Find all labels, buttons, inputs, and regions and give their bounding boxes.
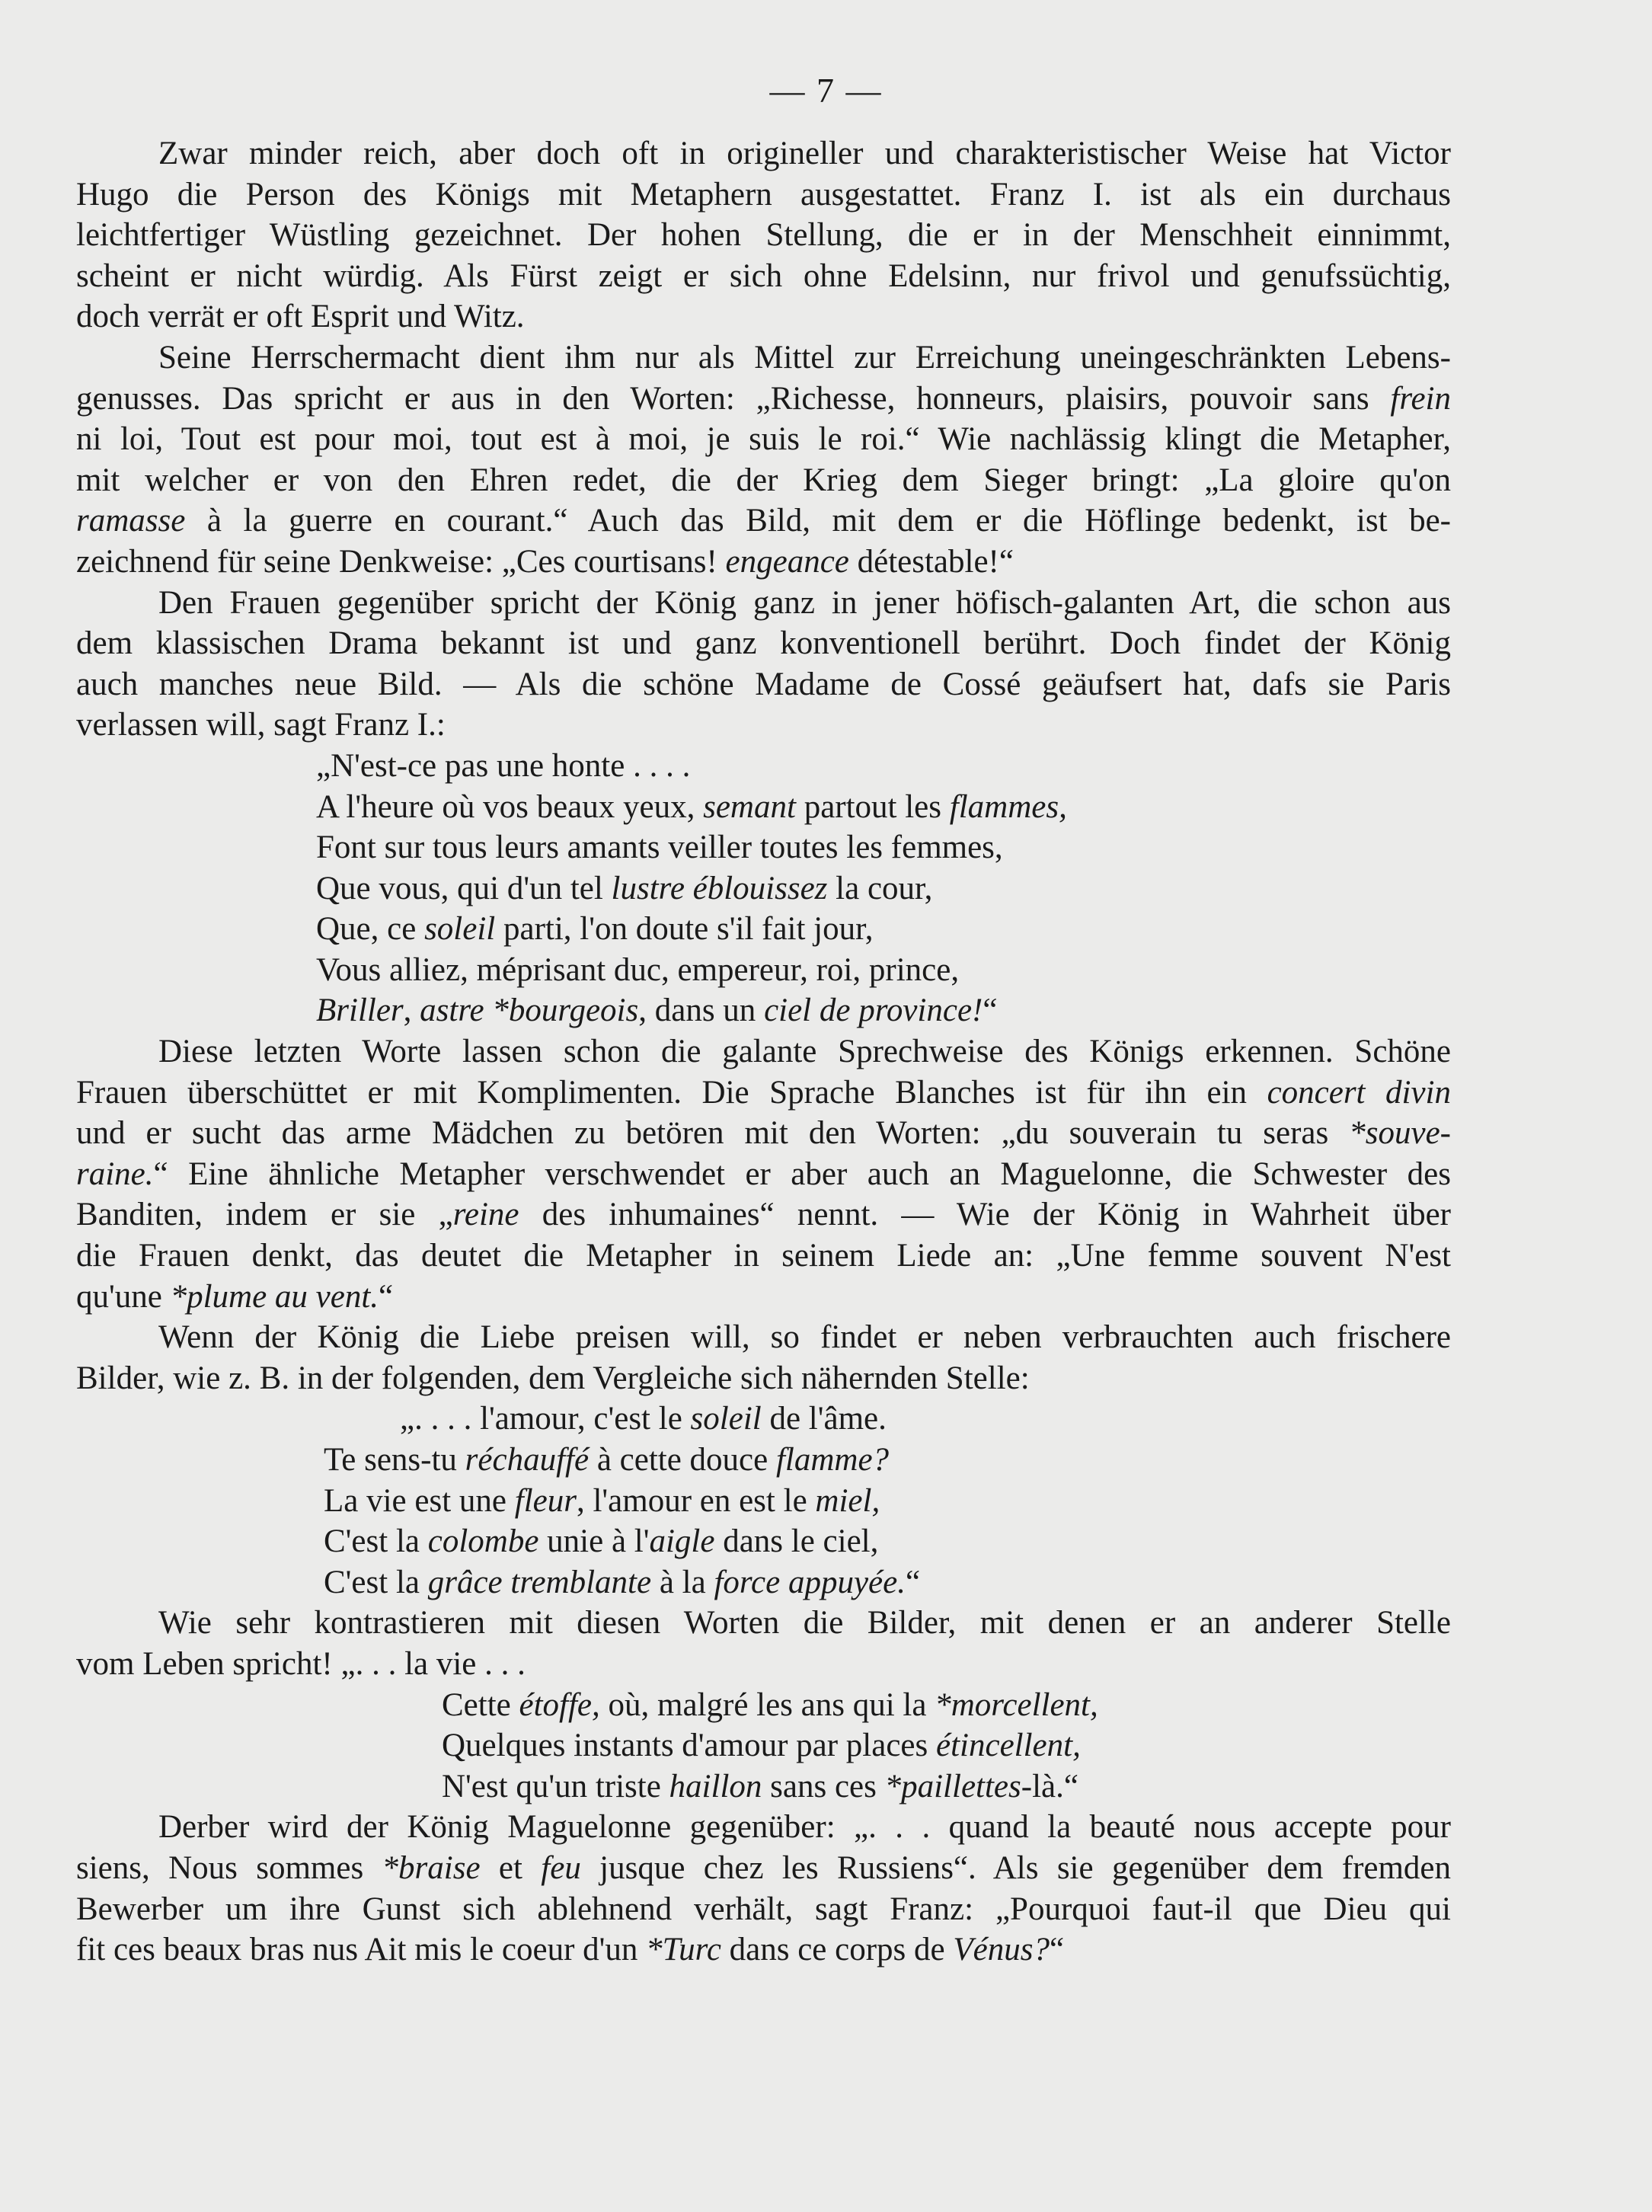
verse-line: Quelques instants d'amour par places étincellent, xyxy=(442,1728,1081,1764)
text-line: doch verrät er oft Esprit und Witz. xyxy=(76,299,525,335)
verse-line: C'est la grâce tremblante à la force appuyée.“ xyxy=(324,1564,921,1600)
text-line: Bewerber um ihre Gunst sich ablehnend verhält, sagt Franz: „Pourquoi faut-il que Dieu qui xyxy=(76,1891,1451,1927)
text-line: die Frauen denkt, das deutet die Metapher in seinem Liede an: „Une femme souvent N'est xyxy=(76,1238,1451,1274)
text-line: zeichnend für seine Denkweise: „Ces courtisans! engeance détestable!“ xyxy=(76,543,1014,580)
verse-line: Cette étoffe, où, malgré les ans qui la *morcellent, xyxy=(442,1686,1098,1723)
verse-line: „N'est-ce pas une honte . . . . xyxy=(316,747,691,784)
verse-line: Que vous, qui d'un tel lustre éblouissez la cour, xyxy=(316,870,933,906)
verse-line: Que, ce soleil parti, l'on doute s'il fait jour, xyxy=(316,911,874,948)
verse-line: C'est la colombe unie à l'aigle dans le ciel, xyxy=(324,1523,879,1560)
verse-line: La vie est une fleur, l'amour en est le miel, xyxy=(324,1482,880,1519)
text-line: siens, Nous sommes *braise et feu jusque chez les Russiens“. Als sie gegenüber dem fremden xyxy=(76,1849,1452,1886)
text-line: Banditen, indem er sie „reine des inhumaines“ nennt. — Wie der König in Wahrheit über xyxy=(76,1197,1451,1233)
text-line: Derber wird der König Maguelonne gegenüber: „. . . quand la beauté nous accepte pour xyxy=(158,1809,1451,1846)
body-text xyxy=(76,133,1451,1971)
text-line: Bilder, wie z. B. in der folgenden, dem Vergleiche sich nähernden Stelle: xyxy=(76,1360,1030,1396)
text-line: Wenn der König die Liebe preisen will, so findet er neben verbrauchten auch frischere xyxy=(158,1319,1451,1356)
text-line: raine.“ Eine ähnliche Metapher verschwendet er aber auch an Maguelonne, die Schwester des xyxy=(76,1156,1451,1192)
text-line: Zwar minder reich, aber doch oft in origineller und charakteristischer Weise hat Victor xyxy=(158,136,1451,171)
text-line: dem klassischen Drama bekannt ist und ganz konventionell berührt. Doch findet der König xyxy=(76,625,1451,662)
verse-line: N'est qu'un triste haillon sans ces *paillettes-là.“ xyxy=(442,1768,1078,1804)
text-line: ramasse à la guerre en courant.“ Auch das Bild, mit dem er die Höflinge bedenkt, ist be- xyxy=(76,503,1451,539)
text-line: Seine Herrschermacht dient ihm nur als Mittel zur Erreichung uneingeschränkten Lebens- xyxy=(158,339,1451,376)
text-line: ni loi, Tout est pour moi, tout est à moi, je suis le roi.“ Wie nachlässig klingt die Metapher, xyxy=(76,421,1451,458)
text-line: Frauen überschüttet er mit Komplimenten. Die Sprache Blanches ist für ihn ein concert divin xyxy=(76,1074,1451,1111)
text-line: vom Leben spricht! „. . . la vie . . . xyxy=(76,1645,526,1682)
text-line: auch manches neue Bild. — Als die schöne Madame de Cossé geäufsert hat, dafs sie Paris xyxy=(76,666,1451,702)
text-line: fit ces beaux bras nus Ait mis le coeur d'un *Turc dans ce corps de Vénus?“ xyxy=(76,1932,1065,1968)
verse-line: A l'heure où vos beaux yeux, semant partout les flammes, xyxy=(316,788,1067,825)
text-line: Hugo die Person des Königs mit Metaphern ausgestattet. Franz I. ist als ein durchaus xyxy=(76,176,1451,213)
verse-line: Briller, astre *bourgeois, dans un ciel de province!“ xyxy=(316,993,998,1029)
text-line: leichtfertiger Wüstling gezeichnet. Der hohen Stellung, die er in der Menschheit einnimmt, xyxy=(76,217,1451,254)
text-line: Diese letzten Worte lassen schon die galante Sprechweise des Königs erkennen. Schöne xyxy=(158,1034,1451,1070)
verse-line: „. . . . l'amour, c'est le soleil de l'âme. xyxy=(400,1401,887,1437)
verse-line: Vous alliez, méprisant duc, empereur, roi, prince, xyxy=(316,951,960,988)
text-line: und er sucht das arme Mädchen zu betören mit den Worten: „du souverain tu seras *souve- xyxy=(76,1115,1451,1152)
text-line: qu'une *plume au vent.“ xyxy=(76,1278,394,1315)
page-number: — 7 — xyxy=(769,71,883,110)
verse-line: Te sens-tu réchauffé à cette douce flamme? xyxy=(324,1442,890,1478)
text-line: Den Frauen gegenüber spricht der König ganz in jener höfisch-galanten Art, die schon aus xyxy=(158,584,1451,621)
text-line: Wie sehr kontrastieren mit diesen Worten die Bilder, mit denen er an anderer Stelle xyxy=(158,1605,1451,1641)
text-line: mit welcher er von den Ehren redet, die der Krieg dem Sieger bringt: „La gloire qu'on xyxy=(76,462,1451,498)
text-line: genusses. Das spricht er aus in den Worten: „Richesse, honneurs, plaisirs, pouvoir sans frein xyxy=(76,380,1451,417)
text-line: scheint er nicht würdig. Als Fürst zeigt er sich ohne Edelsinn, nur frivol und genufssüchtig, xyxy=(76,257,1451,294)
text-line: verlassen will, sagt Franz I.: xyxy=(76,707,446,743)
verse-line: Font sur tous leurs amants veiller toutes les femmes, xyxy=(316,830,1003,866)
